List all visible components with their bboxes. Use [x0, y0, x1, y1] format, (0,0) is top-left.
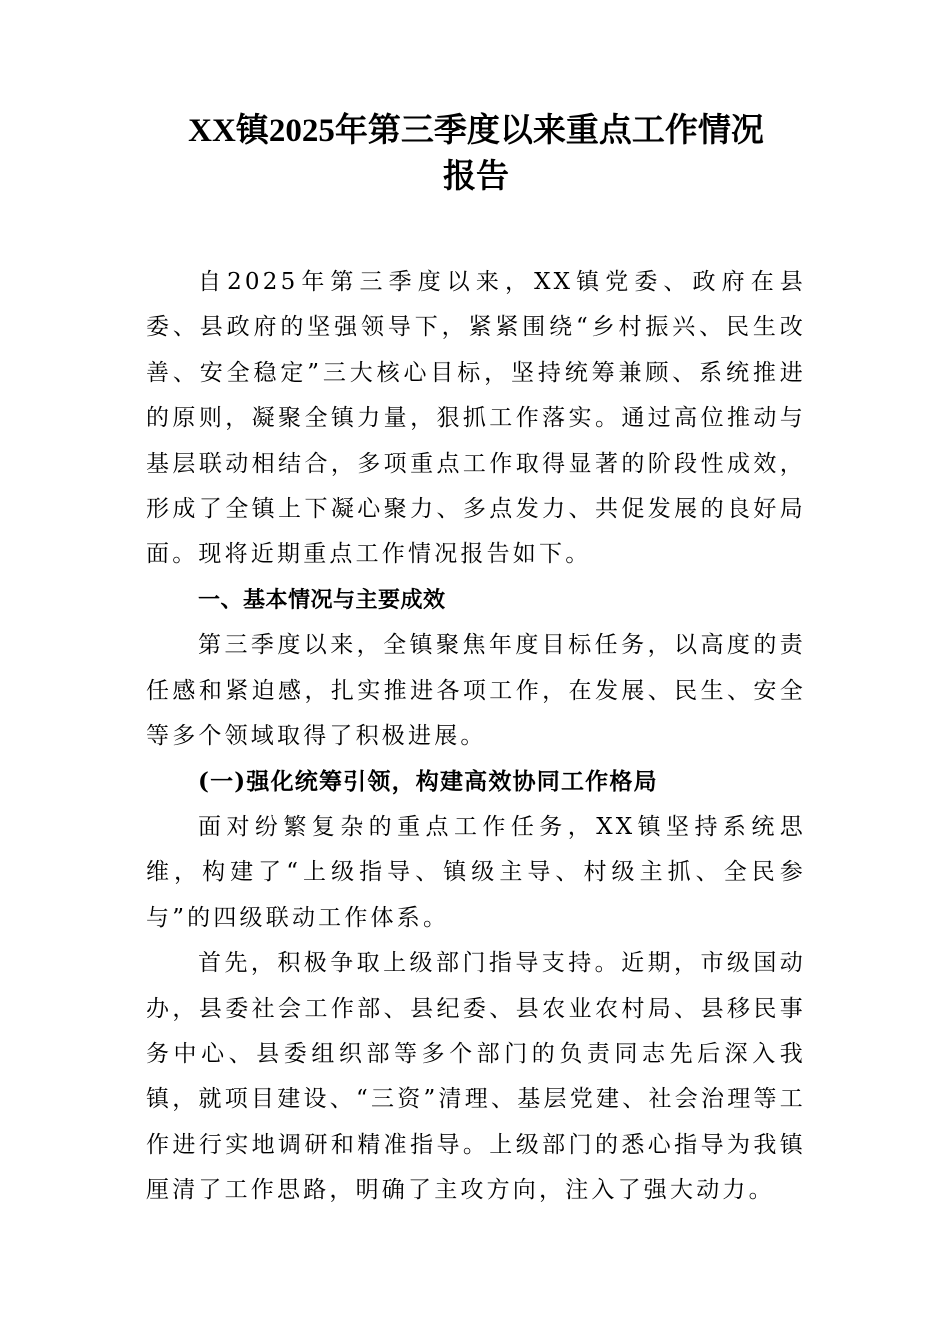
intro-paragraph: 自2025年第三季度以来，XX镇党委、政府在县委、县政府的坚强领导下，紧紧围绕“乡村振兴、民生改善、安全稳定”三大核心目标，坚持统筹兼顾、系统推进的原则，凝聚全镇力量，狠抓工作落实。通过高位推动与基层联动相结合，多项重点工作取得显著的阶段性成效，形成了全镇上下凝心聚力、多点发力、共促发展的良好局面。现将近期重点工作情况报告如下。: [146, 269, 806, 568]
document-page: [146, 108, 806, 1214]
subsection-1-paragraph-2: 首先，积极争取上级部门指导支持。近期，市级国动办，县委社会工作部、县纪委、县农业农村局、县移民事务中心、县委组织部等多个部门的负责同志先后深入我镇，就项目建设、“三资”清理、基层党建、社会治理等工作进行实地调研和精准指导。上级部门的悉心指导为我镇厘清了工作思路，明确了主攻方向，注入了强大动力。: [146, 950, 806, 1204]
document-body: [146, 260, 806, 1214]
document-title-line-2: 报告: [443, 159, 509, 195]
document-title-line-1: XX镇2025年第三季度以来重点工作情况: [188, 113, 764, 149]
document-title: [146, 108, 806, 200]
subsection-1-paragraph-1: 面对纷繁复杂的重点工作任务，XX镇坚持系统思维，构建了“上级指导、镇级主导、村级主抓、全民参与”的四级联动工作体系。: [146, 813, 806, 931]
section-1-heading: 一、基本情况与主要成效: [198, 587, 446, 613]
subsection-1-heading: (一)强化统筹引领，构建高效协同工作格局: [198, 768, 658, 796]
section-1-paragraph: 第三季度以来，全镇聚焦年度目标任务，以高度的责任感和紧迫感，扎实推进各项工作，在发展、民生、安全等多个领域取得了积极进展。: [146, 632, 806, 750]
